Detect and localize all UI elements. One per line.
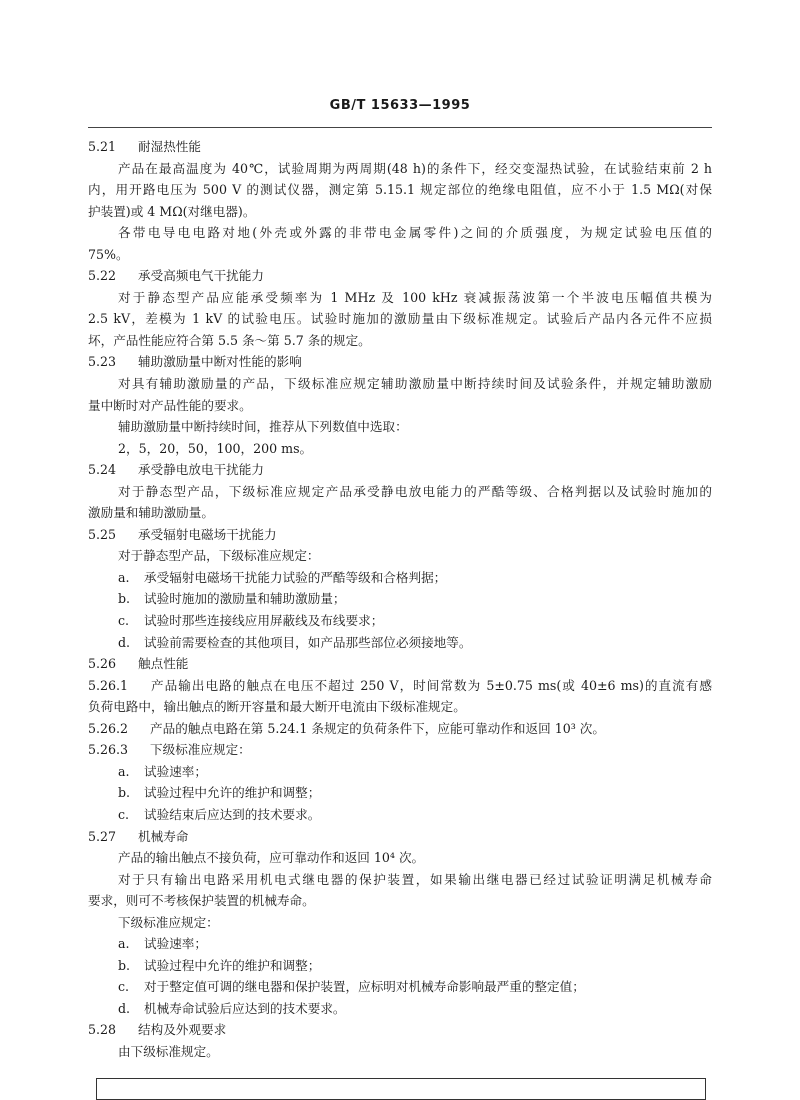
list-item — [88, 588, 712, 610]
paragraph-line: 内，用开路电压为 500 V 的测试仪器，测定第 5.15.1 规定部位的绝缘电阻值，应不小于 1.5 MΩ(对保 — [88, 182, 712, 198]
list-item — [88, 632, 712, 654]
section-heading-5-24 — [88, 459, 712, 481]
list-item-label: a. — [118, 763, 130, 779]
paragraph-line: 对于只有输出电路采用机电式继电器的保护装置，如果输出继电器已经过试验证明满足机械寿命 — [118, 871, 712, 887]
paragraph-line: 由下级标准规定。 — [118, 1043, 219, 1059]
list-item — [88, 567, 712, 589]
subsection-number: 5.26.3 — [88, 742, 129, 758]
list-item-label: a. — [118, 569, 130, 585]
paragraph-line: 护装置)或 4 MΩ(对继电器)。 — [88, 203, 256, 219]
paragraph-line: 坏，产品性能应符合第 5.5 条～第 5.7 条的规定。 — [88, 332, 371, 348]
document-body — [88, 136, 712, 1063]
subsection-text: 产品的触点电路在第 5.24.1 条规定的负荷条件下，应能可靠动作和返回 10³ 次。 — [150, 720, 605, 736]
paragraph-line: 75%。 — [88, 246, 129, 262]
list-item-label: d. — [118, 634, 131, 650]
section-title: 结构及外观要求 — [138, 1022, 227, 1038]
list-item-text: 试验过程中允许的维护和调整； — [144, 957, 321, 973]
list-item-label: c. — [118, 613, 130, 629]
subsection-5-26-2 — [88, 718, 712, 740]
paragraph-line: 对于静态型产品，下级标准应规定： — [118, 548, 320, 564]
list-item-label: b. — [118, 785, 131, 801]
section-heading-5-22 — [88, 265, 712, 287]
subsection-5-26-3 — [88, 739, 712, 761]
subsection-text: 产品输出电路的触点在电压不超过 250 V，时间常数为 5±0.75 ms(或 40±6 ms)的直流有感 — [150, 677, 712, 693]
section-title: 辅助激励量中断对性能的影响 — [138, 354, 302, 370]
list-item-text: 机械寿命试验后应达到的技术要求。 — [144, 1000, 346, 1016]
paragraph-line: 各带电导电电路对地(外壳或外露的非带电金属零件)之间的介质强度，为规定试验电压值的 — [118, 225, 712, 241]
paragraph-line: 产品在最高温度为 40℃，试验周期为两周期(48 h)的条件下，经交变湿热试验，在试验结束前 2 h — [118, 160, 712, 176]
list-item — [88, 804, 712, 826]
list-item — [88, 933, 712, 955]
paragraph-line: 激励量和辅助激励量。 — [88, 505, 214, 521]
list-item-label: c. — [118, 979, 130, 995]
section-number: 5.24 — [88, 462, 117, 478]
list-item-label: b. — [118, 591, 131, 607]
list-item-text: 对于整定值可调的继电器和保护装置，应标明对机械寿命影响最严重的整定值； — [144, 979, 585, 995]
section-number: 5.28 — [88, 1022, 117, 1038]
paragraph-line: 2，5，20，50，100，200 ms。 — [118, 440, 313, 456]
header-rule — [88, 127, 712, 128]
section-title: 机械寿命 — [138, 828, 189, 844]
paragraph-line: 量中断时对产品性能的要求。 — [88, 397, 252, 413]
list-item-text: 试验结束后应达到的技术要求。 — [144, 806, 321, 822]
list-item-text: 试验时那些连接线应用屏蔽线及布线要求； — [144, 613, 384, 629]
paragraph-line: 要求，则可不考核保护装置的机械寿命。 — [88, 893, 315, 909]
section-number: 5.22 — [88, 268, 117, 284]
list-item-label: b. — [118, 957, 131, 973]
paragraph-line: 对于静态型产品，下级标准应规定产品承受静电放电能力的严酷等级、合格判据以及试验时施加的 — [118, 483, 712, 499]
section-title: 耐湿热性能 — [138, 139, 201, 154]
subsection-number: 5.26.1 — [88, 677, 129, 693]
section-title: 承受静电放电干扰能力 — [138, 462, 264, 478]
section-heading-5-23 — [88, 351, 712, 373]
footer-frame — [96, 1078, 706, 1100]
list-item — [88, 998, 712, 1020]
section-number: 5.27 — [88, 828, 117, 844]
paragraph-line: 辅助激励量中断持续时间，推荐从下列数值中选取： — [118, 419, 408, 435]
list-item-text: 试验过程中允许的维护和调整； — [144, 785, 321, 801]
list-item-label: d. — [118, 1000, 131, 1016]
section-heading-5-21 — [88, 136, 712, 158]
paragraph-line: 产品的输出触点不接负荷，应可靠动作和返回 10⁴ 次。 — [118, 850, 425, 866]
list-item-label: a. — [118, 936, 130, 952]
list-item — [88, 761, 712, 783]
paragraph-line: 对于静态型产品应能承受频率为 1 MHz 及 100 kHz 衰减振荡波第一个半波电压幅值共模为 — [118, 289, 712, 305]
section-heading-5-28 — [88, 1019, 712, 1041]
paragraph-line: 下级标准应规定： — [118, 914, 219, 930]
section-heading-5-27 — [88, 826, 712, 848]
list-item-text: 试验速率； — [144, 763, 207, 779]
list-item — [88, 610, 712, 632]
section-heading-5-25 — [88, 524, 712, 546]
list-item — [88, 782, 712, 804]
section-number: 5.26 — [88, 656, 117, 672]
section-number: 5.21 — [88, 139, 117, 154]
subsection-text: 下级标准应规定： — [150, 742, 251, 758]
list-item-label: c. — [118, 806, 130, 822]
paragraph-line: 负荷电路中，输出触点的断开容量和最大断开电流由下级标准规定。 — [88, 699, 466, 715]
paragraph-line: 对具有辅助激励量的产品，下级标准应规定辅助激励量中断持续时间及试验条件，并规定辅助激励 — [118, 376, 712, 392]
subsection-number: 5.26.2 — [88, 720, 129, 736]
list-item — [88, 955, 712, 977]
paragraph-line: 2.5 kV，差模为 1 kV 的试验电压。试验时施加的激励量由下级标准规定。试验后产品内各元件不应损 — [88, 311, 712, 327]
section-number: 5.23 — [88, 354, 117, 370]
list-item — [88, 976, 712, 998]
page-header: GB/T 15633—1995 — [329, 98, 471, 113]
list-item-text: 承受辐射电磁场干扰能力试验的严酷等级和合格判据； — [144, 569, 447, 585]
section-heading-5-26 — [88, 653, 712, 675]
section-number: 5.25 — [88, 526, 117, 542]
list-item-text: 试验速率； — [144, 936, 207, 952]
list-item-text: 试验前需要检查的其他项目，如产品那些部位必须接地等。 — [144, 634, 472, 650]
section-title: 承受高频电气干扰能力 — [138, 268, 264, 284]
section-title: 承受辐射电磁场干扰能力 — [138, 526, 277, 542]
list-item-text: 试验时施加的激励量和辅助激励量； — [144, 591, 346, 607]
section-title: 触点性能 — [138, 656, 189, 672]
subsection-5-26-1 — [88, 675, 712, 697]
